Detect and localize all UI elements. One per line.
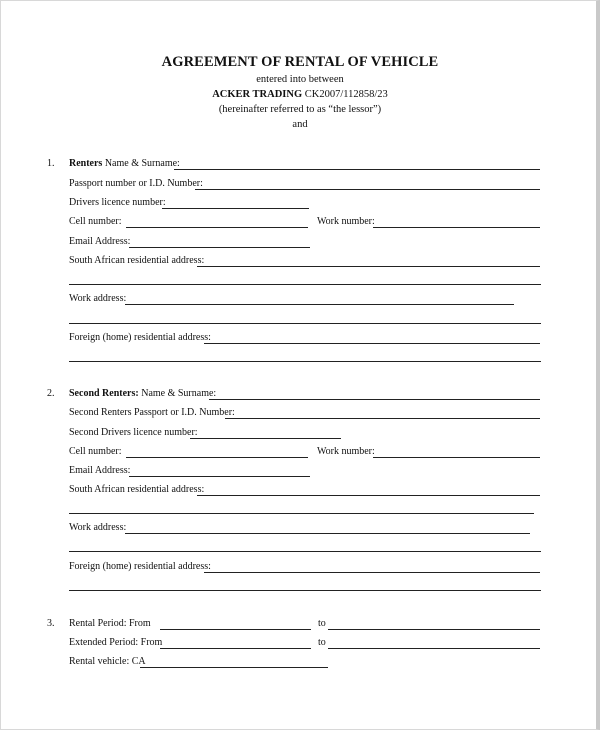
sa-address-label: South African residential address: bbox=[69, 255, 205, 266]
rental-vehicle-label: Rental vehicle: CA bbox=[69, 656, 146, 667]
rental-period-label: Rental Period: From bbox=[69, 618, 151, 629]
second-foreign-address-field-2[interactable] bbox=[69, 590, 541, 591]
work-address-label: Work address: bbox=[69, 293, 127, 304]
cell-field[interactable] bbox=[126, 227, 308, 228]
rental-period-to-field[interactable] bbox=[328, 629, 540, 630]
header-and: and bbox=[292, 119, 308, 130]
section-3-number: 3. bbox=[47, 618, 55, 629]
foreign-address-field-2[interactable] bbox=[69, 361, 541, 362]
rental-vehicle-field[interactable] bbox=[140, 667, 328, 668]
extended-period-to-field[interactable] bbox=[328, 648, 540, 649]
second-work-number-label: Work number: bbox=[317, 446, 375, 457]
rental-period-to-label: to bbox=[318, 618, 326, 629]
second-passport-label: Second Renters Passport or I.D. Number: bbox=[69, 407, 235, 418]
second-work-address-label: Work address: bbox=[69, 522, 127, 533]
header-lessor-note: (hereinafter referred to as “the lessor”) bbox=[218, 104, 382, 115]
header-entered-into: entered into between bbox=[256, 74, 344, 85]
second-passport-field[interactable] bbox=[225, 418, 540, 419]
second-cell-field[interactable] bbox=[126, 457, 308, 458]
cell-label: Cell number: bbox=[69, 216, 122, 227]
passport-label: Passport number or I.D. Number: bbox=[69, 178, 203, 189]
licence-label: Drivers licence number: bbox=[69, 197, 166, 208]
company-name: ACKER TRADING bbox=[212, 89, 303, 100]
work-address-field-1[interactable] bbox=[125, 304, 514, 305]
second-foreign-address-field-1[interactable] bbox=[204, 572, 540, 573]
work-number-field[interactable] bbox=[373, 227, 540, 228]
document-title: AGREEMENT OF RENTAL OF VEHICLE bbox=[161, 54, 439, 70]
header-company-line bbox=[0, 87, 600, 102]
renters-name-label bbox=[69, 158, 180, 170]
company-registration: CK2007/112858/23 bbox=[304, 89, 388, 100]
licence-field[interactable] bbox=[162, 208, 309, 209]
second-email-field[interactable] bbox=[129, 476, 310, 477]
second-cell-label: Cell number: bbox=[69, 446, 122, 457]
sa-address-field-1[interactable] bbox=[197, 266, 540, 267]
extended-period-label: Extended Period: From bbox=[69, 637, 163, 648]
rental-period-from-field[interactable] bbox=[160, 629, 311, 630]
second-sa-address-label: South African residential address: bbox=[69, 484, 205, 495]
second-renters-name-field[interactable] bbox=[209, 399, 540, 400]
second-foreign-address-label: Foreign (home) residential address: bbox=[69, 561, 211, 572]
section-1-number: 1. bbox=[47, 158, 55, 169]
second-work-address-field-2[interactable] bbox=[69, 551, 541, 552]
section-2-number: 2. bbox=[47, 388, 55, 399]
foreign-address-field-1[interactable] bbox=[204, 343, 540, 344]
email-label: Email Address: bbox=[69, 236, 131, 247]
renters-name-text: Name & Surname: bbox=[104, 158, 180, 169]
second-renters-bold: Second Renters: bbox=[69, 388, 139, 399]
second-work-number-field[interactable] bbox=[373, 457, 540, 458]
renters-bold: Renters bbox=[69, 158, 103, 169]
passport-field[interactable] bbox=[195, 189, 540, 190]
second-renters-name-text: Name & Surname: bbox=[141, 388, 217, 399]
document-header bbox=[0, 52, 600, 132]
second-sa-address-field-1[interactable] bbox=[197, 495, 540, 496]
extended-period-from-field[interactable] bbox=[160, 648, 311, 649]
second-sa-address-field-2[interactable] bbox=[69, 513, 534, 514]
extended-period-to-label: to bbox=[318, 637, 326, 648]
foreign-address-label: Foreign (home) residential address: bbox=[69, 332, 211, 343]
renters-name-field[interactable] bbox=[174, 169, 540, 170]
second-email-label: Email Address: bbox=[69, 465, 131, 476]
work-address-field-2[interactable] bbox=[69, 323, 541, 324]
second-work-address-field-1[interactable] bbox=[125, 533, 530, 534]
email-field[interactable] bbox=[129, 247, 310, 248]
sa-address-field-2[interactable] bbox=[69, 284, 541, 285]
second-renters-name-label bbox=[69, 388, 216, 400]
work-number-label: Work number: bbox=[317, 216, 375, 227]
second-licence-field[interactable] bbox=[190, 438, 341, 439]
second-licence-label: Second Drivers licence number: bbox=[69, 427, 198, 438]
